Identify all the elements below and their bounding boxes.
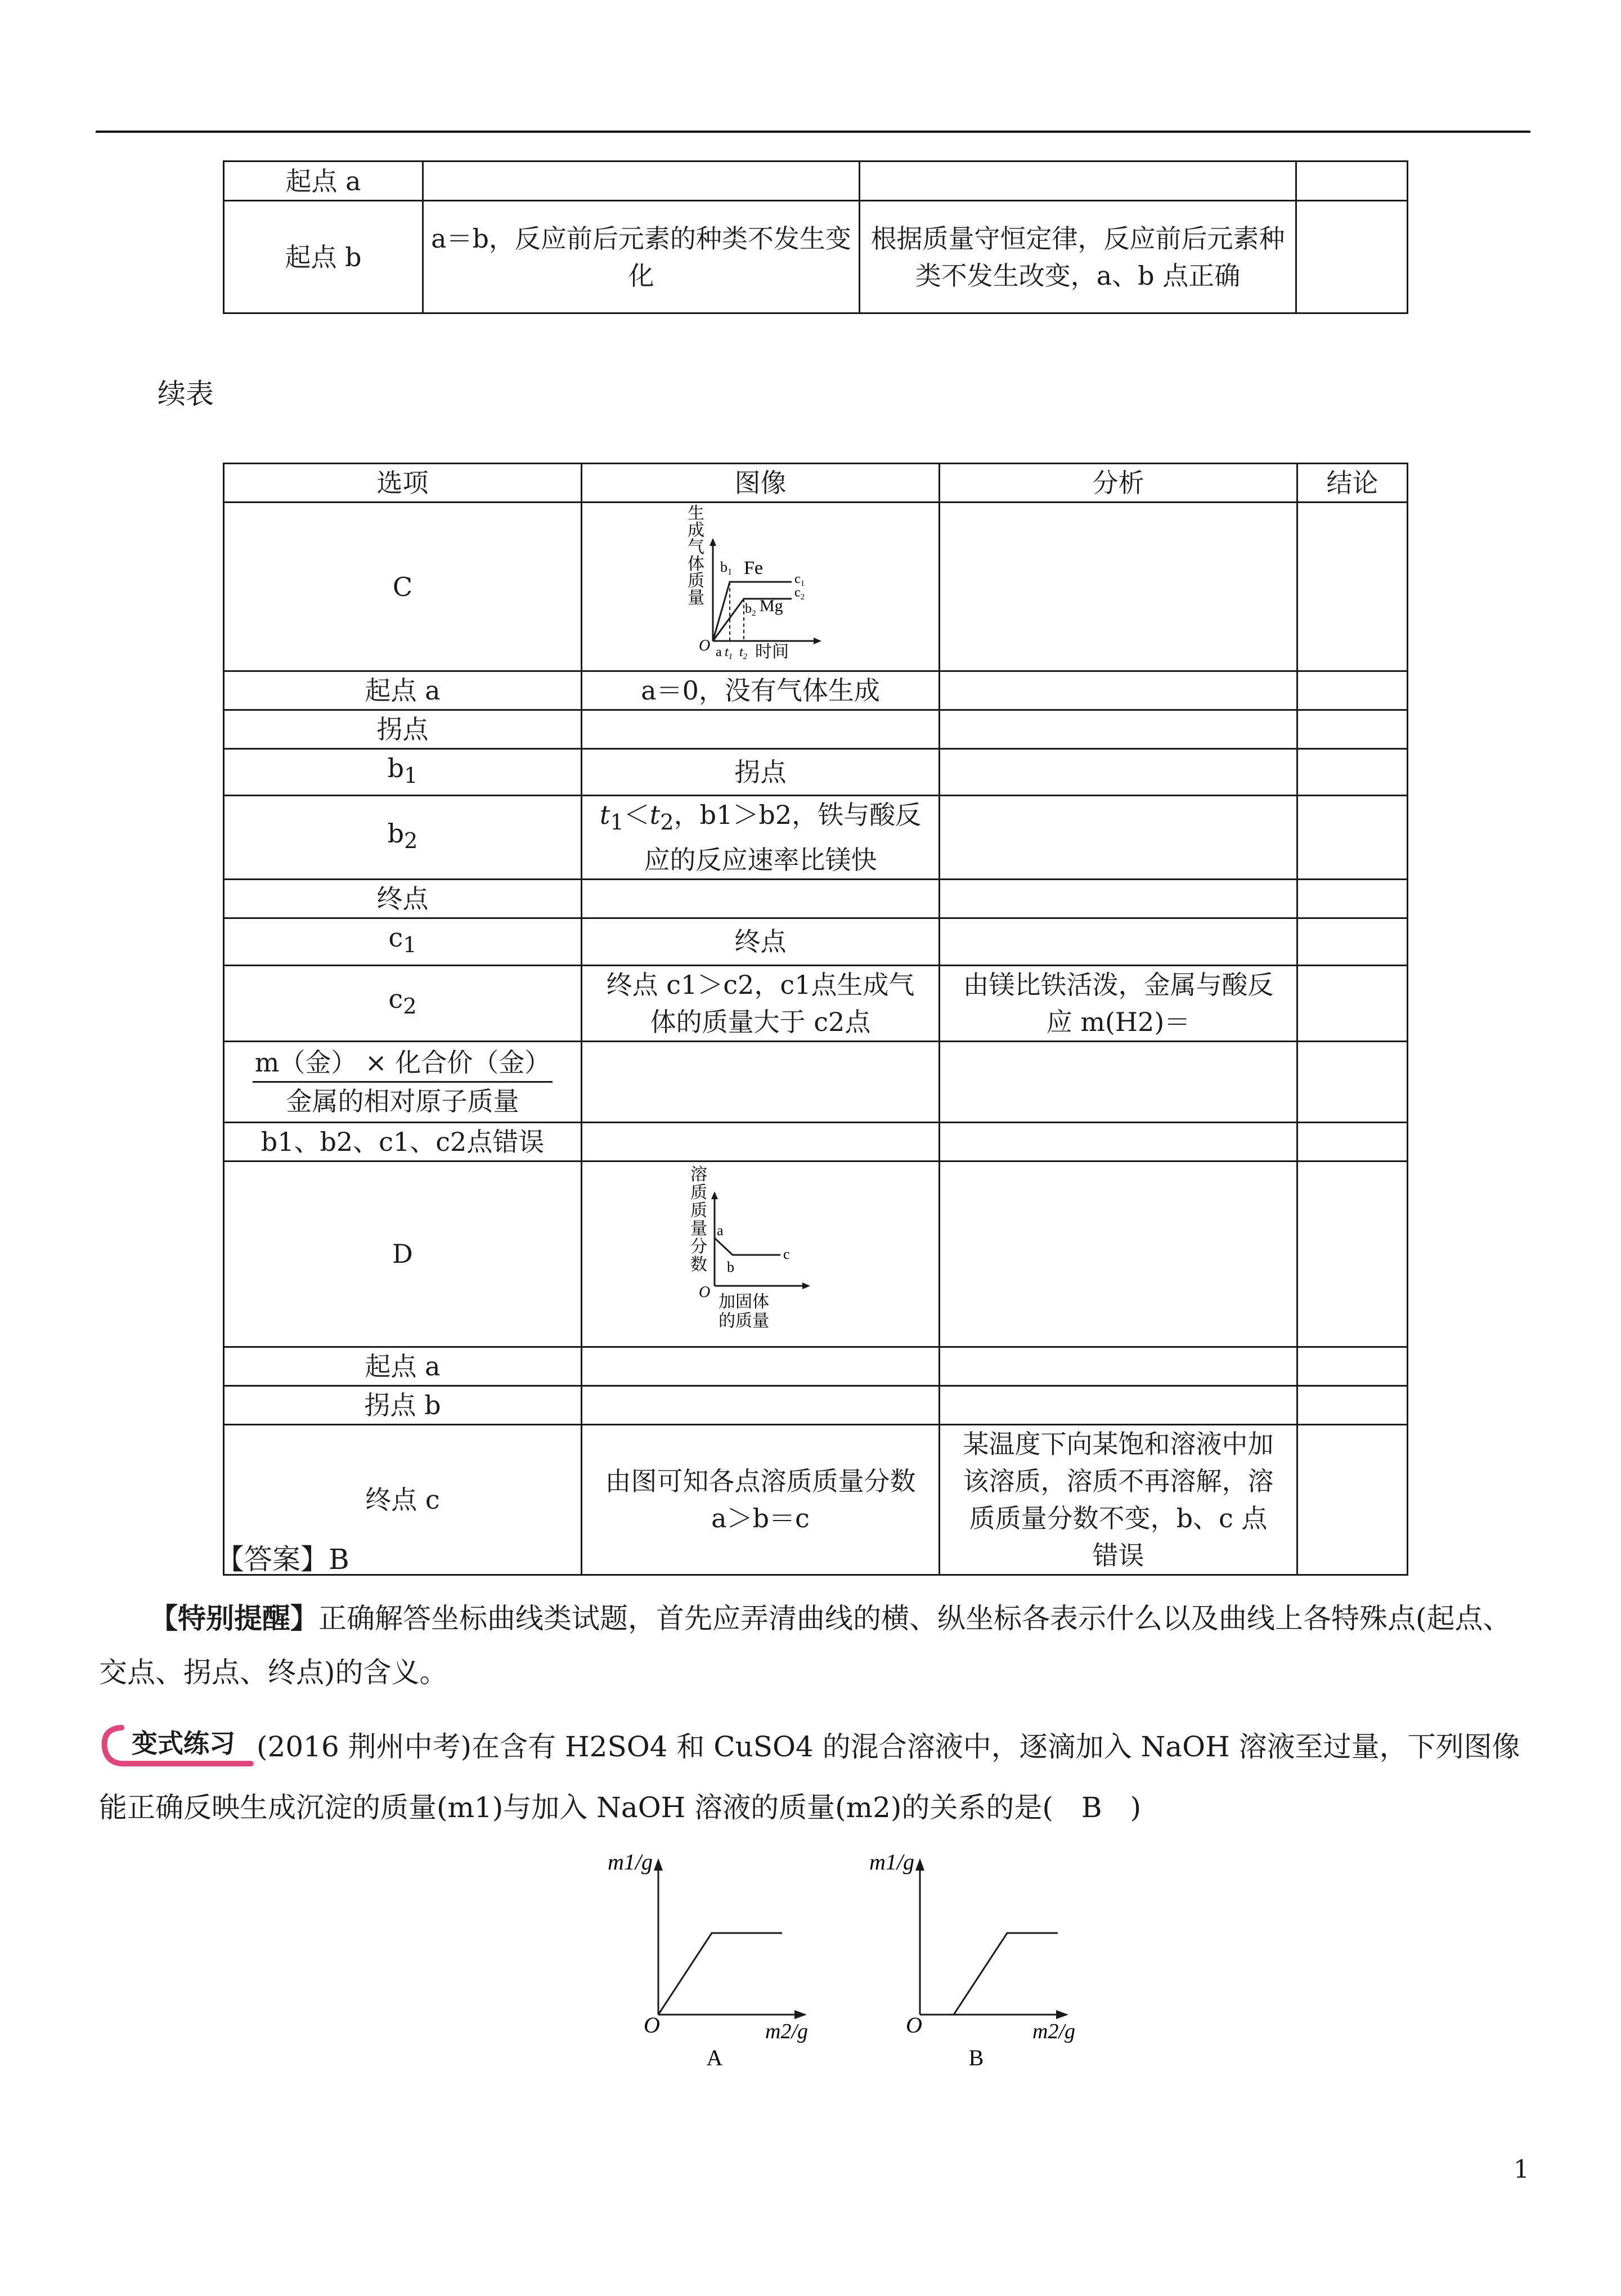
y-axis-arrow [710, 538, 716, 546]
cell: D [224, 1161, 582, 1347]
graph-b-curve [920, 1933, 1058, 2015]
table-row [224, 918, 1408, 965]
table-continued [223, 463, 1408, 1576]
cell: 终点 c [224, 1424, 582, 1575]
header-cell: 结论 [1297, 464, 1408, 503]
graph-a-caption: A [706, 2045, 723, 2070]
cell [1297, 1041, 1408, 1122]
cell [582, 1122, 940, 1161]
label-a: a [715, 645, 722, 660]
cell [582, 880, 940, 918]
table-row [224, 671, 1408, 710]
cell [582, 710, 940, 749]
label-origin: O [698, 637, 710, 654]
graph-b [861, 1835, 1097, 2077]
cell: 起点 a [224, 162, 423, 201]
cell [1297, 710, 1408, 749]
cell [224, 965, 582, 1041]
label-mg: Mg [759, 597, 783, 615]
graph-a-xlabel: m2/g [765, 2020, 808, 2043]
cell: 起点 a [224, 1347, 582, 1385]
ylabel-char: 量 [690, 1219, 707, 1238]
cell: C [224, 503, 582, 671]
header-cell: 选项 [224, 464, 582, 503]
ylabel-char: 数 [690, 1255, 707, 1274]
ylabel-char: 体 [687, 555, 704, 573]
label-t2: $t_2$ [739, 645, 747, 661]
cell [940, 710, 1297, 749]
table-row [224, 503, 1408, 671]
cell [940, 1347, 1297, 1385]
label-b2: $b_2$ [744, 602, 756, 618]
y-axis-arrow [654, 1858, 663, 1871]
cell [582, 1041, 940, 1122]
cell: 起点 a [224, 671, 582, 710]
graph-ylabel [690, 1165, 707, 1274]
cell: 拐点 b [224, 1385, 582, 1424]
table-row [224, 1161, 1408, 1347]
cell [1297, 880, 1408, 918]
cell: 拐点 [582, 749, 940, 796]
label-t1: $t_1$ [724, 645, 733, 661]
ylabel-char: 溶 [690, 1165, 707, 1184]
ylabel-char: 质 [687, 572, 704, 590]
cell-text-italic: t [599, 800, 610, 831]
cell [940, 503, 1297, 671]
ylabel-char: 质 [690, 1183, 707, 1202]
cell-graph [582, 1161, 940, 1347]
gas-volume-graph [676, 503, 845, 661]
table-row [224, 749, 1408, 796]
label-c2: $c_2$ [794, 585, 805, 602]
cell: 终点 [224, 880, 582, 918]
table-row [224, 880, 1408, 918]
cell-text: c [388, 922, 403, 953]
cell [940, 749, 1297, 796]
cell [1297, 1122, 1408, 1161]
cell-text: b [387, 753, 405, 783]
cell: a＝b，反应前后元素的种类不发生变化 [423, 201, 860, 313]
cell [940, 796, 1297, 880]
curve [715, 1238, 780, 1255]
cell [940, 880, 1297, 918]
table-top [223, 160, 1408, 314]
ylabel-char: 生 [687, 504, 704, 523]
cell: 某温度下向某饱和溶液中加该溶质，溶质不再溶解，溶质质量分数不变，b、c 点错误 [940, 1424, 1297, 1575]
cell [1297, 1161, 1408, 1347]
cell-sub: 2 [403, 994, 417, 1020]
table-row [224, 162, 1408, 201]
tip-label: 【特别提醒】 [150, 1602, 318, 1635]
cell [1296, 162, 1408, 201]
table-row [224, 1041, 1408, 1122]
table-row [224, 965, 1408, 1041]
cell [1296, 201, 1408, 313]
cell [1297, 1385, 1408, 1424]
label-origin: O [698, 1283, 710, 1301]
cell-text: c [388, 984, 403, 1015]
graph-b-caption: B [968, 2045, 984, 2070]
x-axis-arrow [802, 1282, 810, 1289]
cell [1297, 1424, 1408, 1575]
cell [423, 162, 860, 201]
cell [582, 1347, 940, 1385]
cell [940, 918, 1297, 965]
cell: 拐点 [224, 710, 582, 749]
label-time: 时间 [755, 643, 789, 661]
graph-ylabel [688, 504, 704, 607]
tip-paragraph [99, 1591, 1528, 1699]
table-row [224, 796, 1408, 880]
y-axis-arrow [711, 1191, 718, 1199]
header-rule [96, 131, 1530, 133]
xlabel-line1: 加固体 [718, 1292, 769, 1311]
graph-a-origin: O [644, 2012, 660, 2038]
cell: 终点 [582, 918, 940, 965]
table-row [224, 1424, 1408, 1575]
xlabel-line2: 的质量 [718, 1311, 769, 1330]
cell [860, 162, 1296, 201]
header-cell: 图像 [582, 464, 940, 503]
answer: 【答案】B [216, 1543, 349, 1576]
cell-text: ，b1＞b2，铁与酸反应的反应速率比镁快 [644, 800, 922, 876]
cell [940, 1161, 1297, 1347]
cell [1297, 796, 1408, 880]
cell: 由图可知各点溶质质量分数 a＞b＝c [582, 1424, 940, 1575]
graph-b-origin: O [906, 2012, 922, 2038]
solute-fraction-graph [676, 1162, 845, 1337]
badge-text: 变式练习 [132, 1729, 235, 1758]
cell [224, 796, 582, 880]
cell: 起点 b [224, 201, 423, 313]
table-row [224, 1122, 1408, 1161]
cell-text: b [387, 818, 405, 849]
cell-sub: 1 [404, 763, 418, 789]
ylabel-char: 气 [687, 538, 704, 557]
cell [1297, 1347, 1408, 1385]
y-axis-arrow [915, 1858, 924, 1871]
exercise-paragraph [99, 1716, 1534, 1838]
label-b1: b1 [720, 559, 732, 577]
page-number: 1 [1514, 2155, 1529, 2184]
x-axis-arrow [794, 2010, 807, 2019]
cell [582, 1385, 940, 1424]
label-c: c [783, 1245, 790, 1262]
label-b: b [726, 1258, 734, 1275]
continued-label: 续表 [158, 378, 214, 410]
graph-b-xlabel: m2/g [1032, 2020, 1075, 2043]
cell: 由镁比铁活泼，金属与酸反应 m(H2)＝ [940, 965, 1297, 1041]
cell: $t_1<t_2$，b1＞b2，铁与酸反应的反应速率比镁快 [582, 796, 940, 880]
table-header-row [224, 464, 1408, 503]
cell [1297, 965, 1408, 1041]
header-cell: 分析 [940, 464, 1297, 503]
table-row [224, 201, 1408, 313]
cell: 根据质量守恒定律，反应前后元素种类不发生改变，a、b 点正确 [860, 201, 1296, 313]
cell [1297, 671, 1408, 710]
graph-b-ylabel: m1/g [869, 1849, 914, 1875]
cell: 终点 c1＞c2，c1点生成气体的质量大于 c2点 [582, 965, 940, 1041]
cell-fraction [224, 1041, 582, 1122]
ylabel-char: 质 [690, 1201, 707, 1220]
cell-sub: 2 [404, 828, 418, 854]
label-fe: Fe [743, 558, 763, 579]
tip-text: 正确解答坐标曲线类试题，首先应弄清曲线的横、纵坐标各表示什么以及曲线上各特殊点(起点、交点、拐点、终点)的含义。 [99, 1602, 1511, 1689]
cell: a＝0，没有气体生成 [582, 671, 940, 710]
fraction-numerator: m（金） × 化合价（金） [253, 1044, 553, 1083]
exercise-text: (2016 荆州中考)在含有 H2SO4 和 CuSO4 的混合溶液中，逐滴加入 NaOH 溶液至过量，下列图像能正确反映生成沉淀的质量(m1)与加入 NaOH 溶液的质量(m2)的关系的是( B ) [99, 1730, 1520, 1824]
cell [940, 671, 1297, 710]
cell [1297, 918, 1408, 965]
x-axis-arrow [814, 638, 821, 644]
cell [224, 918, 582, 965]
exercise-badge [99, 1713, 257, 1774]
cell [940, 1122, 1297, 1161]
cell [1297, 503, 1408, 671]
graph-a [596, 1835, 833, 2077]
graph-a-curve [658, 1933, 782, 2015]
ylabel-char: 量 [687, 589, 704, 607]
cell: b1、b2、c1、c2点错误 [224, 1122, 582, 1161]
cell [224, 749, 582, 796]
table-row [224, 710, 1408, 749]
cell-graph [582, 503, 940, 671]
label-c1: $c_1$ [794, 572, 805, 588]
fraction-denominator: 金属的相对原子质量 [286, 1086, 519, 1116]
cell [940, 1385, 1297, 1424]
ylabel-char: 成 [687, 521, 704, 540]
label-a: a [716, 1222, 724, 1239]
cell [1297, 749, 1408, 796]
graph-a-ylabel: m1/g [608, 1849, 653, 1875]
ylabel-char: 分 [690, 1237, 707, 1256]
x-axis-arrow [1056, 2010, 1068, 2019]
cell [940, 1041, 1297, 1122]
table-row [224, 1385, 1408, 1424]
table-row [224, 1347, 1408, 1385]
fraction [253, 1044, 553, 1120]
cell-sub: 1 [403, 932, 417, 958]
